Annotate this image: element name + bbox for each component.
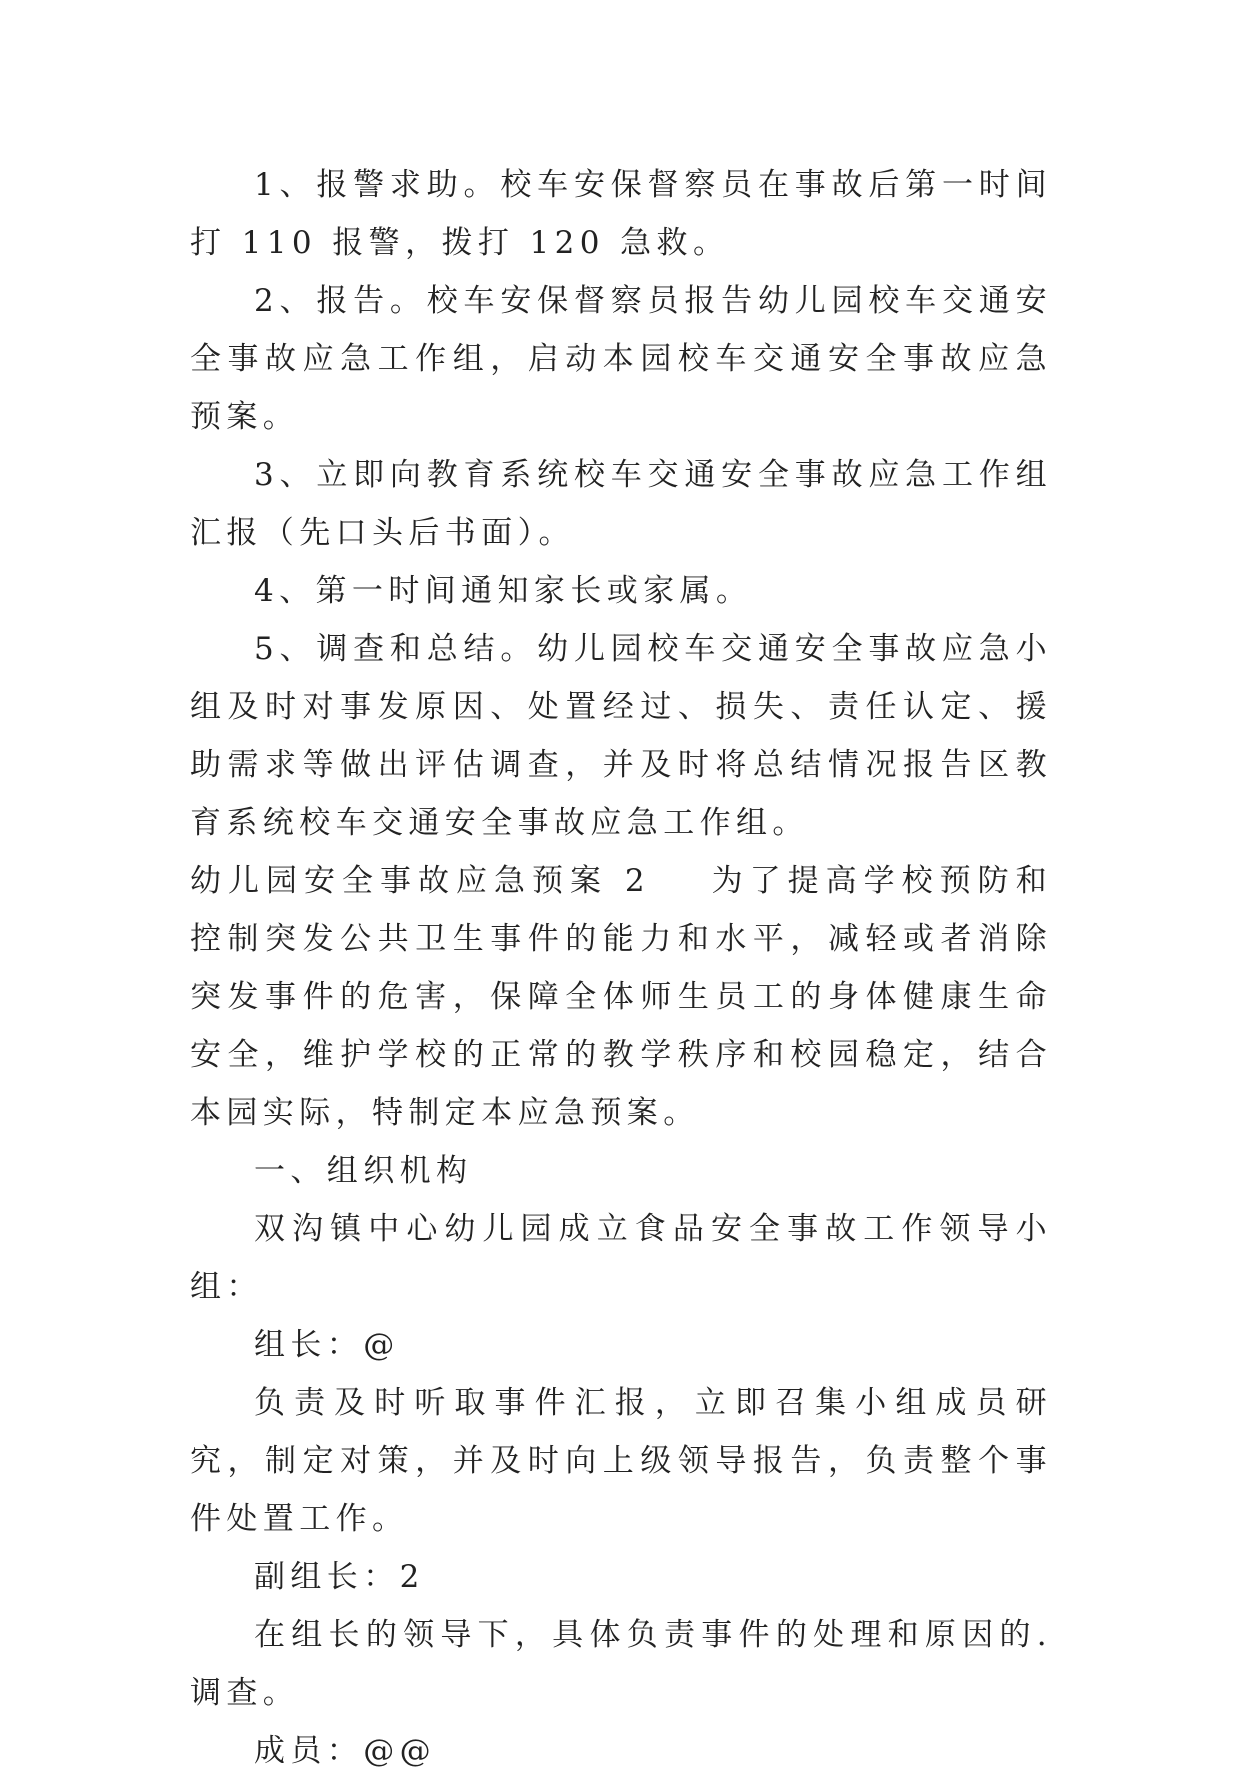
paragraph-deputy-duty: 在组长的领导下，具体负责事件的处理和原因的.调查。 [190, 1617, 1052, 1711]
section-title: 幼儿园安全事故应急预案 2 [190, 863, 650, 899]
section-2-paragraph [190, 852, 1052, 1142]
paragraph-deputy-leader: 副组长：2 [254, 1559, 425, 1595]
paragraph-item-1: 1、报警求助。校车安保督察员在事故后第一时间打 110 报警，拨打 120 急救。 [190, 167, 1052, 261]
paragraph-members: 成员：@@ [254, 1733, 436, 1769]
paragraph-group-leader: 组长：@ [254, 1327, 400, 1363]
paragraph-item-3: 3、立即向教育系统校车交通安全事故应急工作组汇报（先口头后书面）。 [190, 457, 1052, 551]
paragraph-item-4: 4、第一时间通知家长或家属。 [254, 573, 753, 609]
paragraph-leadership-group: 双沟镇中心幼儿园成立食品安全事故工作领导小组： [190, 1211, 1052, 1305]
paragraph-item-2: 2、报告。校车安保督察员报告幼儿园校车交通安全事故应急工作组，启动本园校车交通安全事故应急预案。 [190, 283, 1052, 435]
heading-organization: 一、组织机构 [254, 1153, 473, 1189]
section-intro-text: 为了提高学校预防和控制突发公共卫生事件的能力和水平，减轻或者消除突发事件的危害，保障全体师生员工的身体健康生命安全，维护学校的正常的教学秩序和校园稳定，结合本园实际，特制定本应急预案。 [190, 863, 1052, 1131]
document-body [190, 156, 1052, 1780]
paragraph-leader-duty: 负责及时听取事件汇报，立即召集小组成员研究，制定对策，并及时向上级领导报告，负责整个事件处置工作。 [190, 1385, 1052, 1537]
paragraph-item-5: 5、调查和总结。幼儿园校车交通安全事故应急小组及时对事发原因、处置经过、损失、责任认定、援助需求等做出评估调查，并及时将总结情况报告区教育系统校车交通安全事故应急工作组。 [190, 631, 1052, 841]
